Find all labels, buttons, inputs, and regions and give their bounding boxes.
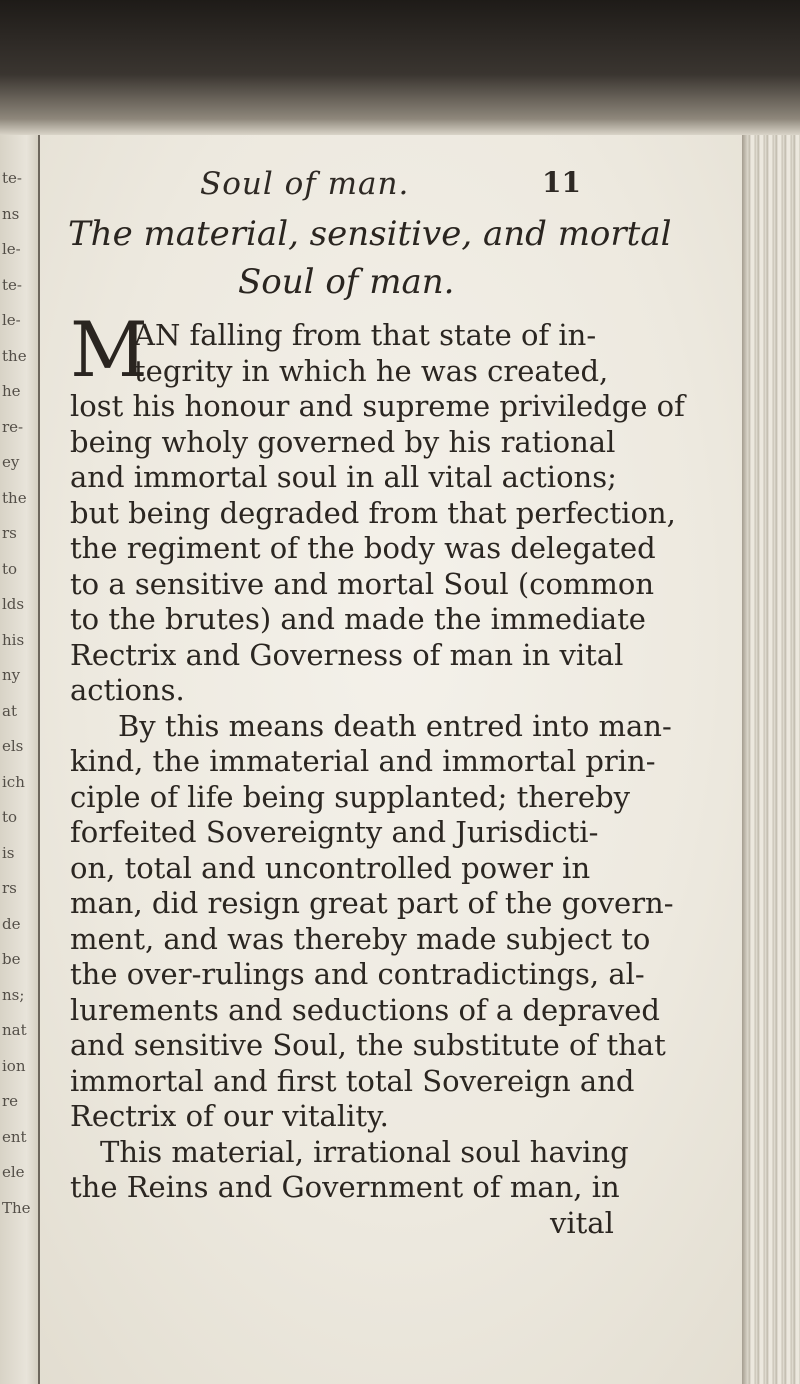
gutter-text-fragment: he bbox=[2, 382, 21, 400]
gutter-text-fragment: lds bbox=[2, 595, 25, 613]
text-line: on, total and uncontrolled power in bbox=[70, 850, 591, 885]
body-text bbox=[70, 305, 730, 1241]
scan-background-strip bbox=[0, 0, 800, 135]
text-line: the over-rulings and contradictings, al- bbox=[70, 957, 645, 991]
text-line: and immortal soul in all vital actions; bbox=[70, 460, 617, 494]
drop-cap: M bbox=[70, 305, 148, 394]
text-line: By this means death entred into man- bbox=[118, 708, 672, 743]
gutter-text-fragment: is bbox=[2, 843, 15, 862]
gutter-text-fragment: te- bbox=[2, 275, 22, 294]
gutter-text-fragment: rs bbox=[2, 879, 17, 897]
gutter-text-fragment: ent bbox=[2, 1127, 27, 1146]
page-edge-texture bbox=[742, 135, 800, 1384]
gutter-text-fragment: to bbox=[2, 808, 18, 826]
gutter-text-fragment: re bbox=[2, 1092, 19, 1110]
chapter-title-line-1: The material, sensitive, and mortal bbox=[68, 214, 672, 254]
gutter-text-fragment: the bbox=[2, 346, 27, 365]
text-line: and sensitive Soul, the substitute of that bbox=[70, 1028, 666, 1062]
text-line-content: AN falling from that state of in- bbox=[134, 318, 597, 352]
text-line: to the brutes) and made the immediate bbox=[70, 602, 646, 636]
text-line: ciple of life being supplanted; thereby bbox=[70, 779, 631, 814]
catchword: vital bbox=[550, 1205, 614, 1240]
gutter-text-fragment: the bbox=[2, 488, 27, 507]
gutter-text-fragment: ich bbox=[2, 772, 25, 791]
text-line: immortal and first total Sovereign and bbox=[70, 1063, 635, 1098]
running-title: Soul of man. bbox=[200, 166, 410, 202]
text-line: being wholy governed by his rational bbox=[70, 424, 616, 459]
gutter-text-fragment: le- bbox=[2, 311, 21, 329]
text-line: but being degraded from that perfection, bbox=[70, 495, 676, 530]
text-line: man, did resign great part of the govern- bbox=[70, 886, 674, 920]
page-number: 11 bbox=[542, 166, 581, 199]
text-line: actions. bbox=[70, 673, 185, 707]
text-line: to a sensitive and mortal Soul (common bbox=[70, 566, 655, 601]
chapter-title-line-2: Soul of man. bbox=[238, 262, 455, 302]
text-line: the Reins and Government of man, in bbox=[70, 1170, 620, 1204]
gutter-text-fragment: els bbox=[2, 737, 24, 755]
gutter-text-fragment: at bbox=[2, 701, 17, 720]
gutter-text-fragment: nat bbox=[2, 1021, 27, 1039]
gutter-text-fragment: ny bbox=[2, 666, 21, 684]
text-line: ment, and was thereby made subject to bbox=[70, 921, 651, 956]
gutter-text-fragment: ele bbox=[2, 1163, 25, 1181]
text-line: Rectrix of our vitality. bbox=[70, 1099, 389, 1133]
text-line: Rectrix and Governess of man in vital bbox=[70, 637, 624, 672]
gutter-text-fragment: ey bbox=[2, 453, 20, 471]
gutter-text-fragment: be bbox=[2, 950, 21, 968]
gutter-text-fragment: rs bbox=[2, 524, 17, 542]
text-line: lurements and seductions of a depraved bbox=[70, 992, 660, 1027]
gutter-text-fragment: ns bbox=[2, 204, 20, 223]
gutter-text-fragment: de bbox=[2, 914, 21, 933]
gutter-text-fragment: ion bbox=[2, 1056, 26, 1075]
text-line: lost his honour and supreme priviledge of bbox=[70, 389, 685, 423]
gutter-text-fragment: le- bbox=[2, 240, 21, 258]
text-line: forfeited Sovereignty and Jurisdicti- bbox=[70, 815, 599, 849]
text-line: the regiment of the body was delegated bbox=[70, 531, 656, 565]
gutter-text-fragment: to bbox=[2, 559, 18, 578]
gutter-text-fragment: re- bbox=[2, 417, 24, 436]
text-line: kind, the immaterial and immortal prin- bbox=[70, 744, 656, 778]
text-line: tegrity in which he was created, bbox=[134, 353, 609, 388]
gutter-text-fragment: his bbox=[2, 630, 25, 649]
gutter-text-fragment: te- bbox=[2, 169, 22, 187]
text-line: This material, irrational soul having bbox=[100, 1134, 629, 1169]
gutter-text-fragment: ns; bbox=[2, 985, 25, 1004]
gutter-text-fragment: The bbox=[2, 1198, 31, 1217]
previous-page-gutter bbox=[0, 135, 40, 1384]
